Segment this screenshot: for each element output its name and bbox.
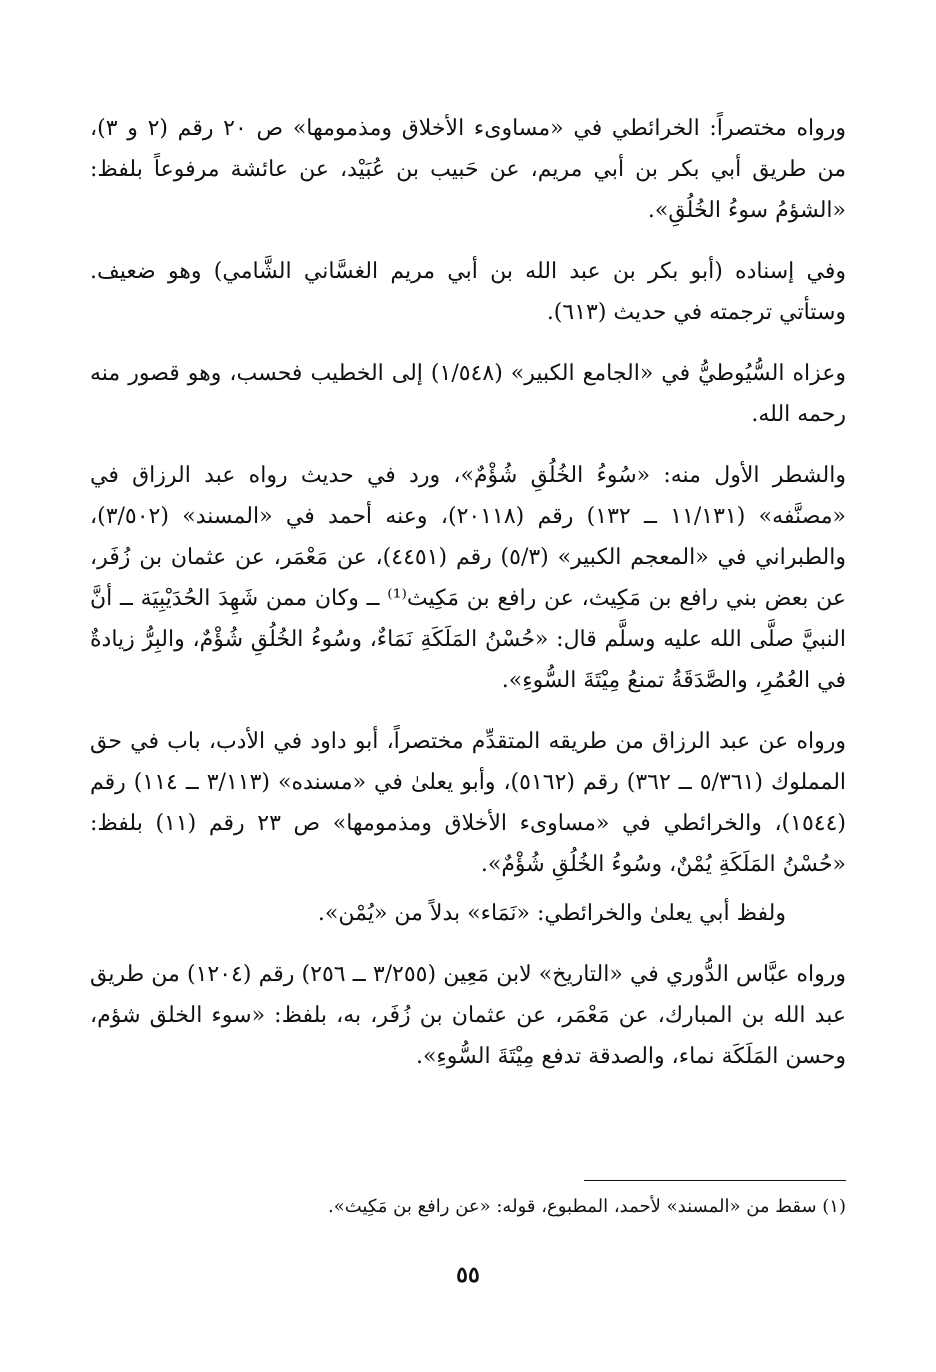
footnote: (١) سقط من «المسند» لأحمد، المطبوع، قوله: «عن رافع بن مَكِيث».: [328, 1196, 846, 1217]
paragraph-1: ورواه مختصراً: الخرائطي في «مساوىء الأخلاق ومذمومها» ص ٢٠ رقم (٢ و ٣)، من طريق أبي بكر بن أبي مريم، عن حَبيب بن عُبَيْد، عن عائشة مرفوعاً بلفظ: «الشؤمُ سوءُ الخُلُقِ».: [90, 116, 846, 223]
paragraph-5: ورواه عن عبد الرزاق من طريقه المتقدِّم مختصراً، أبو داود في الأدب، باب في حق المملوك (٥/٣٦١ ــ ٣٦٢) رقم (٥١٦٢)، وأبو يعلىٰ في «مسنده» (٣/١١٣ ــ ١١٤) رقم (١٥٤٤)، والخرائطي في «مساوىء الأخلاق ومذمومها» ص ٢٣ رقم (١١) بلفظ: «حُسْنُ المَلَكَةِ يُمْنٌ، وسُوءُ الخُلُقِ شُؤْمٌ».: [90, 729, 847, 877]
paragraph-6: ولفظ أبي يعلىٰ والخرائطي: «نَمَاء» بدلاً من «يُمْن».: [317, 901, 786, 926]
paragraph-2: وفي إسناده (أبو بكر بن عبد الله بن أبي مريم الغسَّاني الشَّامي) وهو ضعيف. وستأتي ترجمته في حديث (٦١٣).: [90, 259, 846, 325]
footnote-divider: [584, 1180, 846, 1181]
paragraph-4: والشطر الأول منه: «سُوءُ الخُلُقِ شُؤْمٌ»، ورد في حديث رواه عبد الرزاق في «مصنَّفه» (١١/١٣١ ــ ١٣٢) رقم (٢٠١١٨)، وعنه أحمد في «المسند» (٣/٥٠٢)، والطبراني في «المعجم الكبير» (٥/٣) رقم (٤٤٥١)، عن مَعْمَر، عن عثمان بن زُفَر، عن بعض بني رافع بن مَكِيث، عن رافع بن مَكِيث⁽¹⁾ ــ وكان ممن شَهِدَ الحُدَيْبِيَة ــ أنَّ النبيَّ صلَّى الله عليه وسلَّم قال: «حُسْنُ المَلَكَةِ نَمَاءٌ، وسُوءُ الخُلُقِ شُؤْمٌ، والبِرُّ زيادةٌ في العُمُرِ، والصَّدَقَةُ تمنعُ مِيْتَةَ السُّوءِ».: [90, 463, 847, 693]
page-body: [90, 108, 846, 1097]
paragraph-3: وعزاه السُّيُوطيُّ في «الجامع الكبير» (١/٥٤٨) إلى الخطيب فحسب، وهو قصور منه رحمه الله.: [90, 361, 846, 427]
paragraph-7: ورواه عبَّاس الدُّوري في «التاريخ» لابن مَعِين (٣/٢٥٥ ــ ٢٥٦) رقم (١٢٠٤) من طريق عبد الله بن المبارك، عن مَعْمَر، عن عثمان بن زُفَر، به، بلفظ: «سوء الخلق شؤم، وحسن المَلَكَة نماء، والصدقة تدفع مِيْتَةَ السُّوءِ».: [90, 962, 846, 1069]
page-number: ٥٥: [456, 1262, 480, 1288]
